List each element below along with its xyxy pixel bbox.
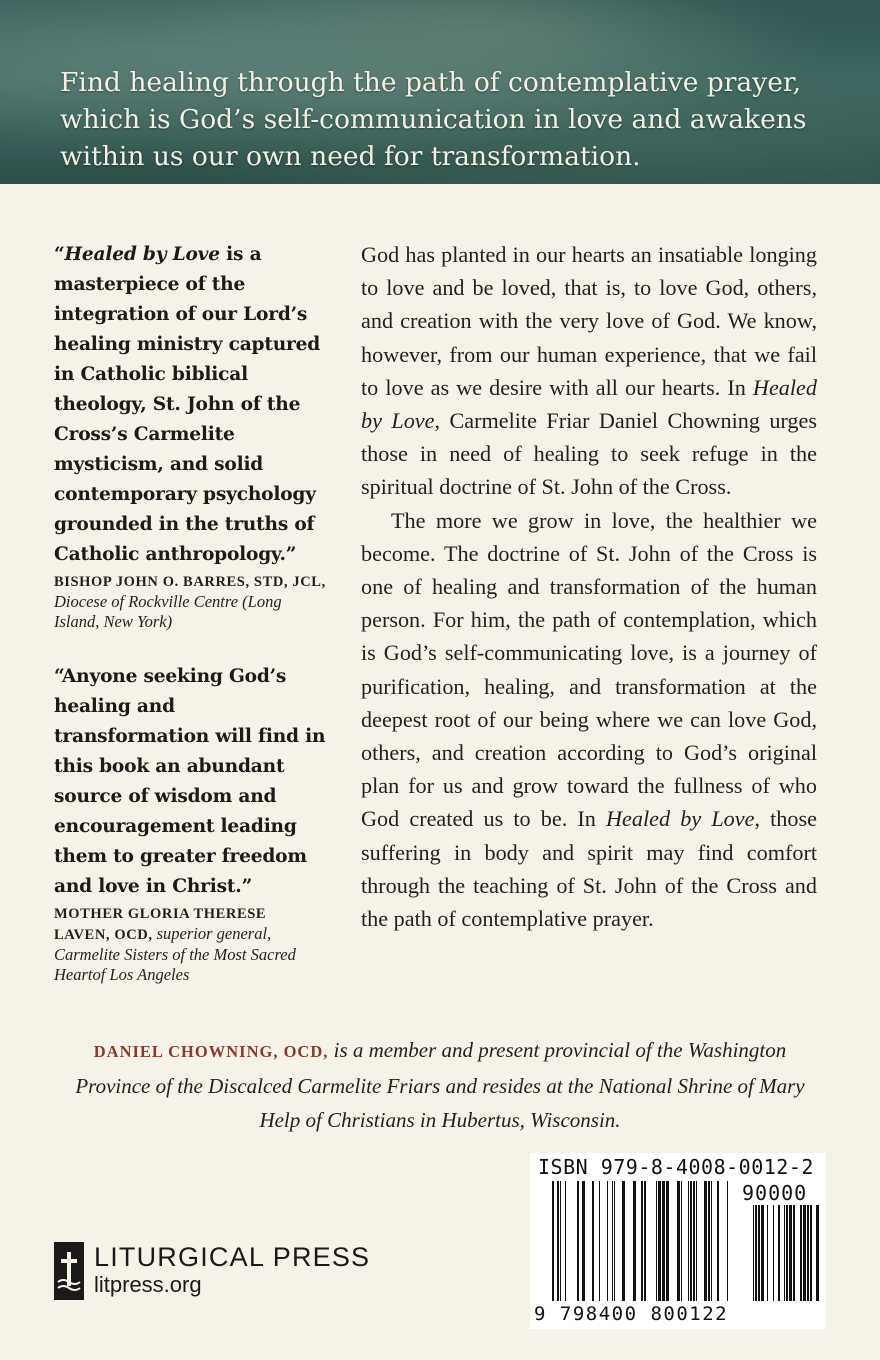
price-code: 90000 bbox=[742, 1181, 808, 1205]
cross-logo-icon bbox=[54, 1242, 84, 1300]
banner-tagline: Find healing through the path of contemplative prayer, which is God’s self-communication in love and awakens within us our own need for transformation. bbox=[60, 67, 807, 172]
open-quote: “ bbox=[54, 244, 65, 265]
book-title: Healed by Love bbox=[361, 374, 817, 434]
endorser-affiliation: Diocese of Rockville Centre (Long Island, New York) bbox=[54, 592, 282, 631]
text-run: , those suffering in body and spirit may find comfort through the teaching of St. John of the Cross and the path of contemplative prayer. bbox=[361, 806, 817, 932]
endorsement-1 bbox=[54, 240, 326, 632]
endorsement-quote: “Anyone seeking God’s healing and transformation will find in this book an abundant source of wisdom and encouragement leading them to greater freedom and love in Christ.” bbox=[54, 666, 326, 897]
endorsement-2 bbox=[54, 662, 326, 985]
quote-text: is a masterpiece of the integration of our Lord’s healing ministry captured in Catholic biblical theology, St. John of the Cross’s Carmelite mysticism, and solid contemporary psychology grounded in the truths of Catholic anthropology.” bbox=[54, 244, 321, 565]
author-name: DANIEL CHOWNING, OCD, bbox=[93, 1042, 329, 1061]
author-bio bbox=[60, 1033, 820, 1137]
publisher-name: LITURGICAL PRESS bbox=[94, 1242, 371, 1272]
ean-digits: 9 798400 800122 bbox=[534, 1303, 729, 1325]
author-bio-text: is a member and present provincial of the Washington Province of the Discalced Carmelite Friars and resides at the National Shrine of Mary Help of Christians in Hubertus, Wisconsin. bbox=[75, 1038, 805, 1132]
endorsements-column bbox=[54, 240, 326, 985]
endorsement-quote bbox=[54, 240, 326, 570]
publisher-block bbox=[54, 1238, 374, 1302]
endorser-affiliation: superior general, Carmelite Sisters of the Most Sacred Heartof Los Angeles bbox=[54, 924, 296, 984]
book-title: Healed by Love bbox=[64, 244, 220, 265]
publisher-url: litpress.org bbox=[94, 1272, 202, 1297]
endorsement-attribution bbox=[54, 904, 326, 985]
text-run: , Carmelite Friar Daniel Chowning urges those in need of healing to seek refuge in the spiritual doctrine of St. John of the Cross. bbox=[361, 408, 817, 500]
description-paragraph-1 bbox=[361, 238, 817, 504]
book-title: Healed by Love bbox=[606, 806, 755, 832]
text-run: God has planted in our hearts an insatiable longing to love and be loved, that is, to love God, others, and creation with the very love of God. We know, however, from our human experience, that we fail to love as we desire with all our hearts. In bbox=[361, 242, 817, 400]
description-paragraph-2 bbox=[361, 504, 817, 936]
text-run: The more we grow in love, the healthier we become. The doctrine of St. John of the Cross is one of healing and transformation of the human person. For him, the path of contemplation, which is God’s self-communicating love, is a journey of purification, healing, and transformation at the deepest root of our being where we can love God, others, and creation according to God’s original plan for us and grow toward the fullness of who God created us to be. In bbox=[361, 507, 817, 832]
header-banner bbox=[0, 0, 880, 184]
description-column bbox=[361, 238, 817, 935]
endorsement-attribution bbox=[54, 572, 326, 632]
endorser-name: MOTHER GLORIA THERESE LAVEN, OCD, bbox=[54, 906, 267, 943]
isbn-barcode bbox=[530, 1153, 826, 1329]
endorser-name: BISHOP JOHN O. BARRES, STD, JCL, bbox=[54, 574, 326, 590]
barcode-bars bbox=[538, 1181, 822, 1305]
isbn-label: ISBN 979-8-4008-0012-2 bbox=[538, 1155, 814, 1179]
